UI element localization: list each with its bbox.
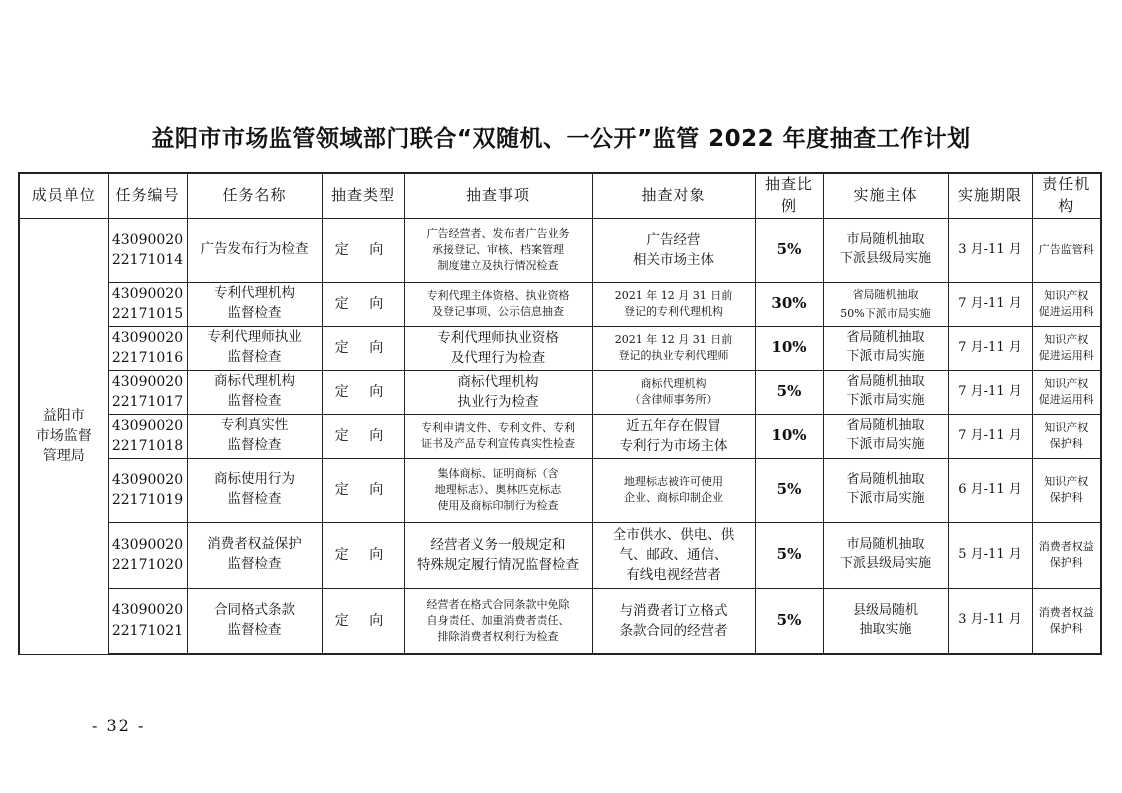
check-type-cell: 定 向 bbox=[322, 414, 404, 458]
task-code-cell: 43090020 22171014 bbox=[108, 218, 187, 282]
table-row bbox=[19, 414, 1101, 458]
task-name-cell: 合同格式条款 监督检查 bbox=[187, 588, 322, 654]
check-item-cell: 专利申请文件、专利文件、专利 证书及产品专利宣传真实性检查 bbox=[404, 414, 592, 458]
task-code-cell: 43090020 22171020 bbox=[108, 522, 187, 588]
implementer-cell: 省局随机抽取 50%下派市局实施 bbox=[823, 282, 948, 326]
period-cell: 7 月-11 月 bbox=[948, 370, 1032, 414]
responsible-org-cell: 广告监管科 bbox=[1032, 218, 1101, 282]
period-cell: 7 月-11 月 bbox=[948, 326, 1032, 370]
header-period: 实施期限 bbox=[948, 173, 1032, 218]
table-row bbox=[19, 588, 1101, 654]
header-task-code: 任务编号 bbox=[108, 173, 187, 218]
check-type-cell: 定 向 bbox=[322, 218, 404, 282]
check-item-cell: 集体商标、证明商标（含 地理标志）、奥林匹克标志 使用及商标印制行为检查 bbox=[404, 458, 592, 522]
responsible-org-cell: 知识产权 保护科 bbox=[1032, 414, 1101, 458]
check-object-cell: 商标代理机构 （含律师事务所） bbox=[592, 370, 755, 414]
period-cell: 3 月-11 月 bbox=[948, 218, 1032, 282]
responsible-org-cell: 知识产权 促进运用科 bbox=[1032, 282, 1101, 326]
check-ratio-cell: 5% bbox=[755, 588, 823, 654]
table-header-row bbox=[19, 173, 1101, 218]
implementer-cell: 市局随机抽取 下派县级局实施 bbox=[823, 218, 948, 282]
task-code-cell: 43090020 22171015 bbox=[108, 282, 187, 326]
header-implementer: 实施主体 bbox=[823, 173, 948, 218]
check-type-cell: 定 向 bbox=[322, 282, 404, 326]
task-code-cell: 43090020 22171018 bbox=[108, 414, 187, 458]
check-item-cell: 广告经营者、发布者广告业务 承接登记、审核、档案管理 制度建立及执行情况检查 bbox=[404, 218, 592, 282]
check-object-cell: 地理标志被许可使用 企业、商标印制企业 bbox=[592, 458, 755, 522]
responsible-org-cell: 知识产权 保护科 bbox=[1032, 458, 1101, 522]
responsible-org-cell: 知识产权 促进运用科 bbox=[1032, 326, 1101, 370]
table-row bbox=[19, 522, 1101, 588]
task-code-cell: 43090020 22171021 bbox=[108, 588, 187, 654]
check-ratio-cell: 30% bbox=[755, 282, 823, 326]
period-cell: 7 月-11 月 bbox=[948, 282, 1032, 326]
check-type-cell: 定 向 bbox=[322, 588, 404, 654]
check-item-cell: 专利代理师执业资格 及代理行为检查 bbox=[404, 326, 592, 370]
task-name-cell: 商标代理机构 监督检查 bbox=[187, 370, 322, 414]
task-code-cell: 43090020 22171019 bbox=[108, 458, 187, 522]
implementer-cell: 省局随机抽取 下派市局实施 bbox=[823, 370, 948, 414]
implementer-cell: 省局随机抽取 下派市局实施 bbox=[823, 326, 948, 370]
task-name-cell: 商标使用行为 监督检查 bbox=[187, 458, 322, 522]
task-name-cell: 消费者权益保护 监督检查 bbox=[187, 522, 322, 588]
responsible-org-cell: 消费者权益 保护科 bbox=[1032, 588, 1101, 654]
table-row bbox=[19, 370, 1101, 414]
page-title: 益阳市市场监管领域部门联合“双随机、一公开”监管 2022 年度抽查工作计划 bbox=[151, 126, 971, 152]
check-object-cell: 与消费者订立格式 条款合同的经营者 bbox=[592, 588, 755, 654]
check-item-cell: 经营者义务一般规定和 特殊规定履行情况监督检查 bbox=[404, 522, 592, 588]
header-member-unit: 成员单位 bbox=[19, 173, 108, 218]
check-object-cell: 近五年存在假冒 专利行为市场主体 bbox=[592, 414, 755, 458]
period-cell: 5 月-11 月 bbox=[948, 522, 1032, 588]
header-task-name: 任务名称 bbox=[187, 173, 322, 218]
implementer-cell: 省局随机抽取 下派市局实施 bbox=[823, 458, 948, 522]
page-number: - 32 - bbox=[92, 716, 146, 735]
check-ratio-cell: 10% bbox=[755, 414, 823, 458]
task-name-cell: 专利代理师执业 监督检查 bbox=[187, 326, 322, 370]
table-row bbox=[19, 458, 1101, 522]
check-type-cell: 定 向 bbox=[322, 370, 404, 414]
check-item-cell: 经营者在格式合同条款中免除 自身责任、加重消费者责任、 排除消费者权利行为检查 bbox=[404, 588, 592, 654]
check-item-cell: 专利代理主体资格、执业资格 及登记事项、公示信息抽查 bbox=[404, 282, 592, 326]
implementer-cell: 省局随机抽取 下派市局实施 bbox=[823, 414, 948, 458]
task-name-cell: 专利真实性 监督检查 bbox=[187, 414, 322, 458]
task-code-cell: 43090020 22171016 bbox=[108, 326, 187, 370]
task-name-cell: 专利代理机构 监督检查 bbox=[187, 282, 322, 326]
table-row bbox=[19, 218, 1101, 282]
check-type-cell: 定 向 bbox=[322, 522, 404, 588]
task-name-cell: 广告发布行为检查 bbox=[187, 218, 322, 282]
inspection-plan-table bbox=[18, 172, 1102, 655]
check-object-cell: 2021 年 12 月 31 日前 登记的专利代理机构 bbox=[592, 282, 755, 326]
table-row bbox=[19, 282, 1101, 326]
check-object-cell: 全市供水、供电、供 气、邮政、通信、 有线电视经营者 bbox=[592, 522, 755, 588]
header-responsible-org: 责任机构 bbox=[1032, 173, 1101, 218]
check-ratio-cell: 5% bbox=[755, 218, 823, 282]
header-check-item: 抽查事项 bbox=[404, 173, 592, 218]
header-check-object: 抽查对象 bbox=[592, 173, 755, 218]
period-cell: 7 月-11 月 bbox=[948, 414, 1032, 458]
check-ratio-cell: 10% bbox=[755, 326, 823, 370]
check-ratio-cell: 5% bbox=[755, 522, 823, 588]
implementer-cell: 市局随机抽取 下派县级局实施 bbox=[823, 522, 948, 588]
check-object-cell: 广告经营 相关市场主体 bbox=[592, 218, 755, 282]
task-code-cell: 43090020 22171017 bbox=[108, 370, 187, 414]
check-ratio-cell: 5% bbox=[755, 370, 823, 414]
responsible-org-cell: 知识产权 促进运用科 bbox=[1032, 370, 1101, 414]
check-item-cell: 商标代理机构 执业行为检查 bbox=[404, 370, 592, 414]
responsible-org-cell: 消费者权益 保护科 bbox=[1032, 522, 1101, 588]
check-object-cell: 2021 年 12 月 31 日前 登记的执业专利代理师 bbox=[592, 326, 755, 370]
check-type-cell: 定 向 bbox=[322, 326, 404, 370]
header-check-ratio: 抽查比例 bbox=[755, 173, 823, 218]
period-cell: 3 月-11 月 bbox=[948, 588, 1032, 654]
period-cell: 6 月-11 月 bbox=[948, 458, 1032, 522]
check-ratio-cell: 5% bbox=[755, 458, 823, 522]
implementer-cell: 县级局随机 抽取实施 bbox=[823, 588, 948, 654]
header-check-type: 抽查类型 bbox=[322, 173, 404, 218]
check-type-cell: 定 向 bbox=[322, 458, 404, 522]
member-unit-cell: 益阳市 市场监督 管理局 bbox=[19, 218, 108, 654]
table-row bbox=[19, 326, 1101, 370]
